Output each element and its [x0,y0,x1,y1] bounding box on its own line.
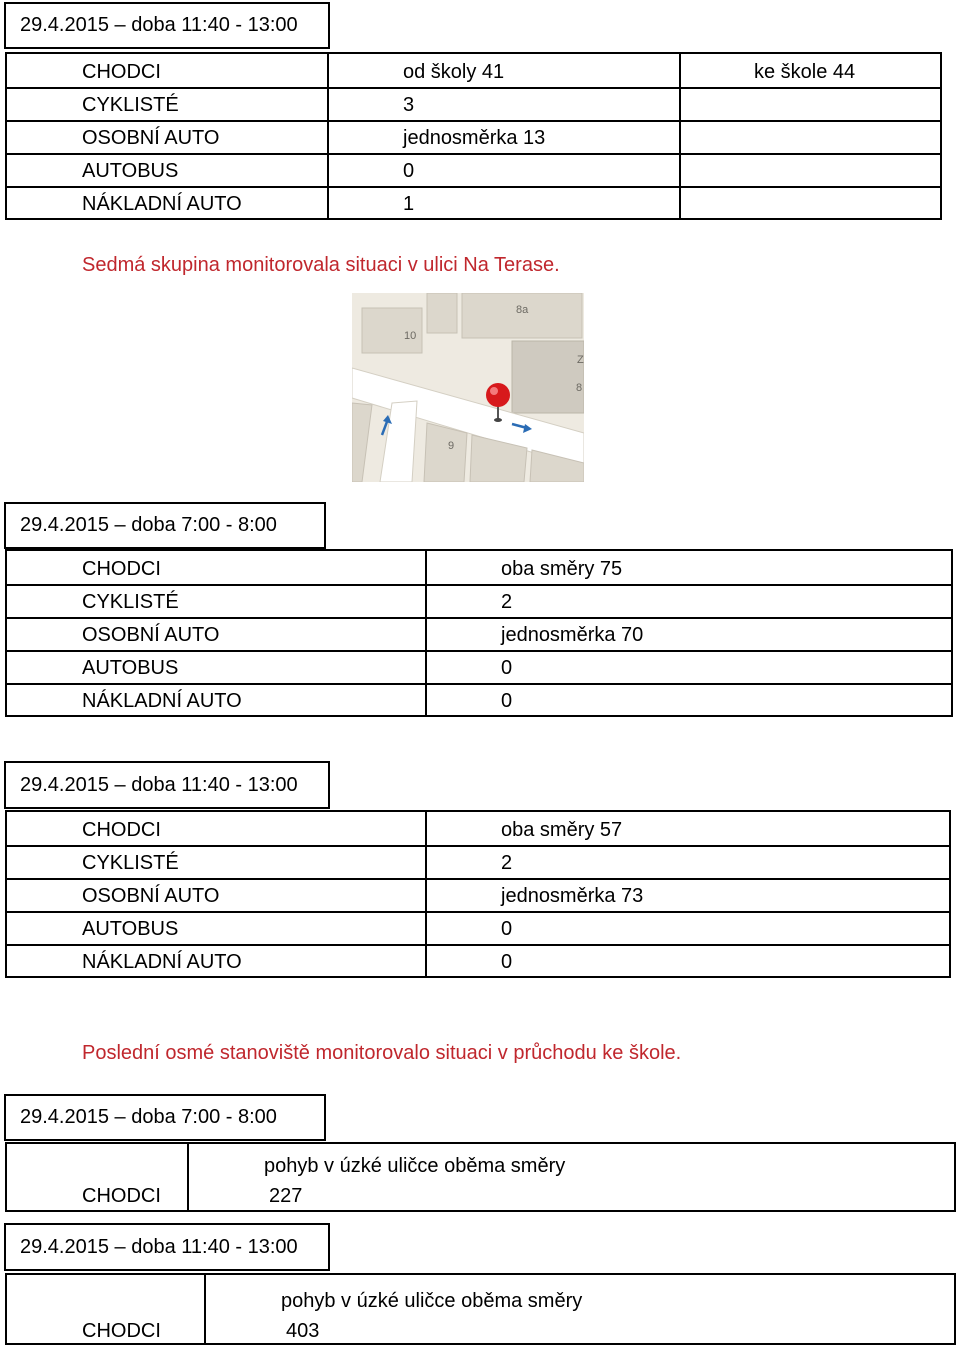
row-value: 2 [501,591,513,613]
row-label: NÁKLADNÍ AUTO [82,690,242,712]
section3-header-text: 29.4.2015 – doba 11:40 - 13:00 [20,773,298,796]
row-value: 0 [403,160,415,182]
row-label: OSOBNÍ AUTO [82,624,220,646]
section5-divider [204,1275,206,1343]
map-label: 9 [448,440,455,452]
section1-header-text: 29.4.2015 – doba 11:40 - 13:00 [20,14,298,36]
row-label: AUTOBUS [82,657,179,679]
table-row [7,120,940,155]
table-row [7,87,940,122]
row-label: CHODCI [82,558,161,580]
section4-header [4,1094,326,1141]
table-row [7,617,951,652]
table-row [7,911,949,946]
row-label: CHODCI [82,1185,161,1207]
row-value: 3 [403,94,415,116]
section4-table [5,1142,956,1212]
table-row [7,186,940,220]
row-value: od školy 41 [403,61,505,83]
row-value: 2 [501,852,513,874]
row-caption: pohyb v úzké uličce oběma směry [281,1290,583,1312]
row-value: 0 [501,951,513,973]
table-row [7,551,951,586]
table-row [7,878,949,913]
map-label: 10 [404,330,417,342]
row-value: jednosměrka 13 [403,127,546,149]
section1-table [5,52,942,220]
row-label: OSOBNÍ AUTO [82,885,220,907]
row-label: NÁKLADNÍ AUTO [82,951,242,973]
map-label: 8a [516,304,529,316]
row-label: AUTOBUS [82,918,179,940]
row-label: CHODCI [82,1320,161,1342]
row-value: 1 [403,193,415,215]
row-caption: pohyb v úzké uličce oběma směry [264,1155,566,1177]
map-label: 8 [576,382,583,394]
row-extra: ke škole 44 [754,61,856,83]
table-row [7,944,949,978]
map-label: Z [577,354,584,366]
row-value: 403 [286,1320,320,1342]
section2-table [5,549,953,717]
row-value: 0 [501,690,513,712]
row-value: 0 [501,918,513,940]
map-graphic [352,293,584,482]
section3-table [5,810,951,978]
table-row [7,584,951,619]
section1-header [4,2,330,49]
table-row [7,54,940,89]
row-label: OSOBNÍ AUTO [82,127,220,149]
note-group-seven: Sedmá skupina monitorovala situaci v ulici Na Terase. [82,254,560,276]
section3-header [4,761,330,809]
row-label: NÁKLADNÍ AUTO [82,193,242,215]
section5-table [5,1273,956,1345]
row-label: CYKLISTÉ [82,852,179,874]
row-value: 227 [269,1185,303,1207]
row-label: CHODCI [82,61,161,83]
section5-header [4,1223,330,1271]
row-label: AUTOBUS [82,160,179,182]
row-label: CYKLISTÉ [82,591,179,613]
section5-header-text: 29.4.2015 – doba 11:40 - 13:00 [20,1235,298,1258]
section4-header-text: 29.4.2015 – doba 7:00 - 8:00 [20,1106,277,1128]
row-value: oba směry 75 [501,558,623,580]
table-row [7,845,949,880]
table-row [7,650,951,685]
section4-divider [187,1144,189,1210]
row-value: 0 [501,657,513,679]
table-row [7,153,940,188]
row-value: jednosměrka 73 [501,885,644,907]
row-label: CHODCI [82,819,161,841]
table-row [7,683,951,717]
street-map [352,293,584,482]
table-row [7,812,949,847]
row-label: CYKLISTÉ [82,94,179,116]
note-station-eight: Poslední osmé stanoviště monitorovalo situaci v průchodu ke škole. [82,1042,682,1064]
row-value: oba směry 57 [501,819,623,841]
section2-header-text: 29.4.2015 – doba 7:00 - 8:00 [20,514,277,536]
section2-header [4,502,326,549]
row-value: jednosměrka 70 [501,624,644,646]
